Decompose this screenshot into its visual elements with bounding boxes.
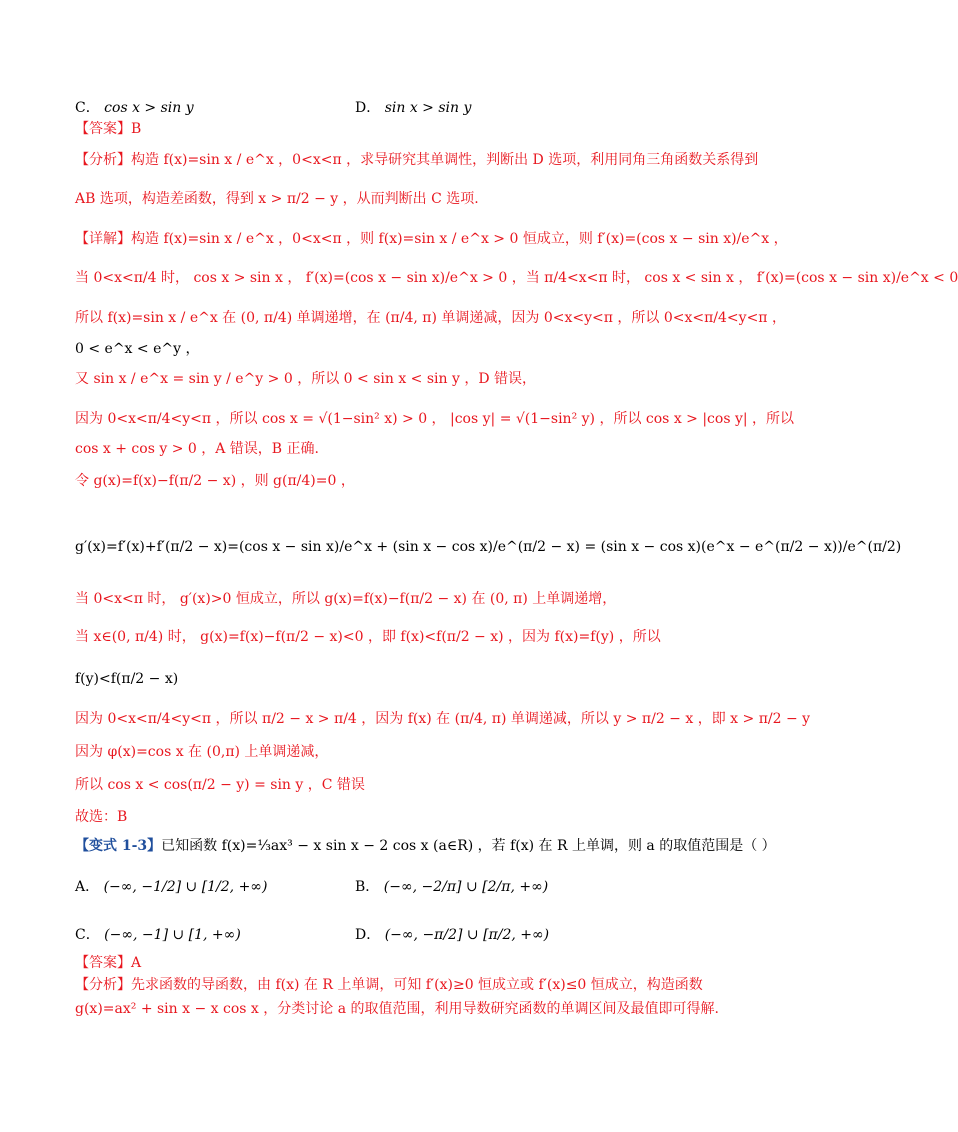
option-d2-label: D． [355,927,381,943]
detail-line-2: 当 0<x<π/4 时， cos x > sin x ， f′(x)=(cos x − sin x)/e^x > 0 ，当 π/4<x<π 时， cos x < sin x ， f′(x)=(cos x − sin x)/e^x < 0 [75,270,958,286]
variant-question [75,837,776,855]
answer-1: 【答案】B [75,121,142,137]
option-d-label: D． [355,100,381,116]
detail-line-7: cos x + cos y > 0 ，A 错误，B 正确. [75,441,319,457]
option-c2-expr: (−∞, −1] ∪ [1, +∞) [104,927,241,943]
analysis-1-line-b: AB 选项，构造差函数，得到 x > π/2 − y ，从而判断出 C 选项. [75,191,479,207]
detail-line-10: 当 0<x<π 时， g′(x)>0 恒成立，所以 g(x)=f(x)−f(π/2 − x) 在 (0, π) 上单调递增， [75,591,617,607]
option-b-expr: (−∞, −2/π] ∪ [2/π, +∞) [383,879,549,895]
detail-line-12: f(y)<f(π/2 − x) [75,671,179,687]
option-d-expr: sin x > sin y [384,100,472,116]
detail-line-5: 又 sin x / e^x = sin y / e^y > 0 ，所以 0 < sin x < sin y ，D 错误， [75,371,537,387]
detail-line-4: 0 < e^x < e^y ， [75,341,200,357]
option-c2-label: C． [75,927,100,943]
detail-line-8: 令 g(x)=f(x)−f(π/2 − x) ，则 g(π/4)=0 ， [75,473,355,489]
option-c-label: C． [75,100,100,116]
option-c-expr: cos x > sin y [104,100,194,116]
detail-line-9: g′(x)=f′(x)+f′(π/2 − x)=(cos x − sin x)/e^x + (sin x − cos x)/e^(π/2 − x) = (sin x − cos x)(e^x − e^(π/2 − x))/e^(π/2) [75,539,902,555]
variant-body: 已知函数 f(x)=⅓ax³ − x sin x − 2 cos x (a∈R) ，若 f(x) 在 R 上单调，则 a 的取值范围是（ ） [161,838,776,854]
option-a-expr: (−∞, −1/2] ∪ [1/2, +∞) [103,879,268,895]
option-b-label: B． [355,879,380,895]
analysis-2-line-b: g(x)=ax² + sin x − x cos x ，分类讨论 a 的取值范围，利用导数研究函数的单调区间及最值即可得解. [75,1001,719,1017]
option-a-bottom [75,876,267,896]
option-d2-expr: (−∞, −π/2] ∪ [π/2, +∞) [384,927,550,943]
answer-2: 【答案】A [75,955,142,971]
variant-label: 【变式 1-3】 [75,838,162,854]
analysis-2-line-a: 【分析】先求函数的导函数，由 f(x) 在 R 上单调，可知 f′(x)≥0 恒成立或 f′(x)≤0 恒成立，构造函数 [75,977,703,993]
detail-line-6: 因为 0<x<π/4<y<π ，所以 cos x = √(1−sin² x) > 0 ， |cos y| = √(1−sin² y) ，所以 cos x > |cos y| ，所以 [75,411,795,427]
detail-line-1: 【详解】构造 f(x)=sin x / e^x ，0<x<π ，则 f(x)=sin x / e^x > 0 恒成立，则 f′(x)=(cos x − sin x)/e^x ， [75,231,788,247]
option-d-top [355,97,471,117]
analysis-1-line-a: 【分析】构造 f(x)=sin x / e^x ，0<x<π ，求导研究其单调性，判断出 D 选项，利用同角三角函数关系得到 [75,152,759,168]
detail-line-15: 所以 cos x < cos(π/2 − y) = sin y ，C 错误 [75,777,365,793]
detail-line-13: 因为 0<x<π/4<y<π ，所以 π/2 − x > π/4 ，因为 f(x) 在 (π/4, π) 单调递减，所以 y > π/2 − x ，即 x > π/2 − y [75,711,811,727]
detail-line-14: 因为 φ(x)=cos x 在 (0,π) 上单调递减， [75,744,329,760]
choose-answer-1: 故选：B [75,809,128,825]
detail-line-3: 所以 f(x)=sin x / e^x 在 (0, π/4) 单调递增，在 (π/4, π) 单调递减，因为 0<x<y<π ，所以 0<x<π/4<y<π ， [75,310,786,326]
option-c-bottom [75,924,241,944]
option-d-bottom [355,924,549,944]
option-b-bottom [355,876,548,896]
option-a-label: A． [75,879,100,895]
option-c-top [75,97,194,117]
variant-question-text [75,838,776,854]
detail-line-11: 当 x∈(0, π/4) 时， g(x)=f(x)−f(π/2 − x)<0 ，即 f(x)<f(π/2 − x) ，因为 f(x)=f(y) ，所以 [75,629,661,645]
